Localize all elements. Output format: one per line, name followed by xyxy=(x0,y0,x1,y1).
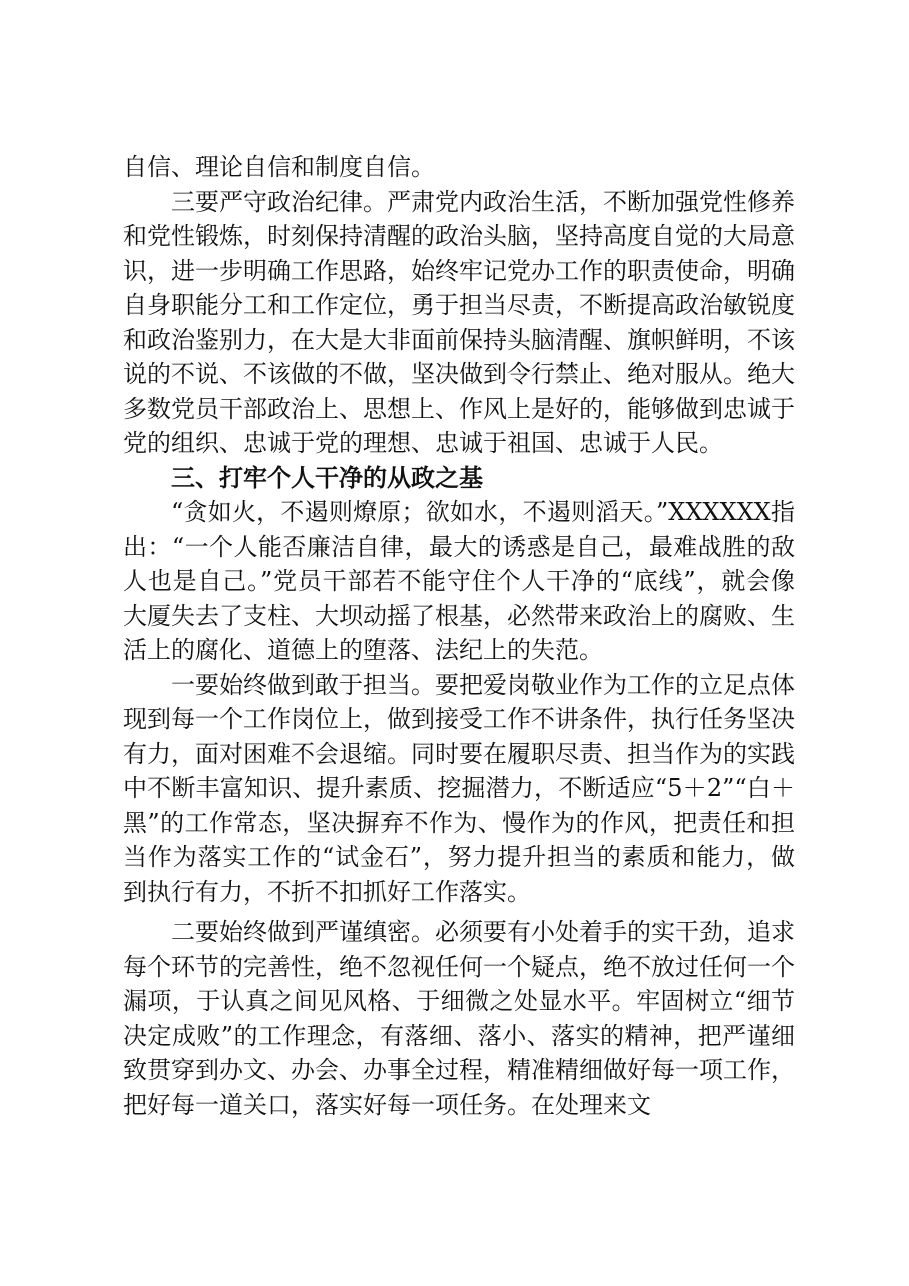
paragraph-political-discipline: 三要严守政治纪律。严肃党内政治生活，不断加强党性修养和党性锻炼，时刻保持清醒的政治头脑，坚持高度自觉的大局意识，进一步明确工作思路，始终牢记党办工作的职责使命，明确自身职能分工和工作定位，勇于担当尽责，不断提高政治敏锐度和政治鉴别力，在大是大非面前保持头脑清醒、旗帜鲜明，不该说的不说、不该做的不做，坚决做到令行禁止、绝对服从。绝大多数党员干部政治上、思想上、作风上是好的，能够做到忠诚于党的组织、忠诚于党的理想、忠诚于祖国、忠诚于人民。 xyxy=(123,187,795,457)
paragraph-rigorous-meticulous: 二要始终做到严谨缜密。必须要有小处着手的实干劲，追求每个环节的完善性，绝不忽视任何一个疑点，绝不放过任何一个漏项，于认真之间见风格、于细微之处显水平。牢固树立“细节决定成败”的工作理念，有落细、落小、落实的精神，把严谨细致贯穿到办文、办会、办事全过程，精准精细做好每一项工作，把好每一道关口，落实好每一项任务。在处理来文 xyxy=(123,918,795,1119)
paragraph-section-3-intro: “贪如火，不遏则燎原；欲如水，不遏则滔天。”XXXXXX指出：“一个人能否廉洁自律，最大的诱惑是自己，最难战胜的敌人也是自己。”党员干部若不能守住个人干净的“底线”，就会像大厦失去了支柱、大坝动摇了根基，必然带来政治上的腐败、生活上的腐化、道德上的堕落、法纪上的失范。 xyxy=(123,498,795,664)
document-body xyxy=(123,150,795,1122)
paragraph-dare-to-take-responsibility: 一要始终做到敢于担当。要把爱岗敬业作为工作的立足点体现到每一个工作岗位上，做到接受工作不讲条件，执行任务坚决有力，面对困难不会退缩。同时要在履职尽责、担当作为的实践中不断丰富知识、提升素质、挖掘潜力，不断适应“5＋2”“白＋黑”的工作常态，坚决摒弃不作为、慢作为的作风，把责任和担当作为落实工作的“试金石”，努力提升担当的素质和能力，做到执行有力，不折不扣抓好工作落实。 xyxy=(123,670,795,906)
paragraph-continuation: 自信、理论自信和制度自信。 xyxy=(123,153,435,181)
section-heading-3: 三、打牢个人干净的从政之基 xyxy=(171,463,483,492)
